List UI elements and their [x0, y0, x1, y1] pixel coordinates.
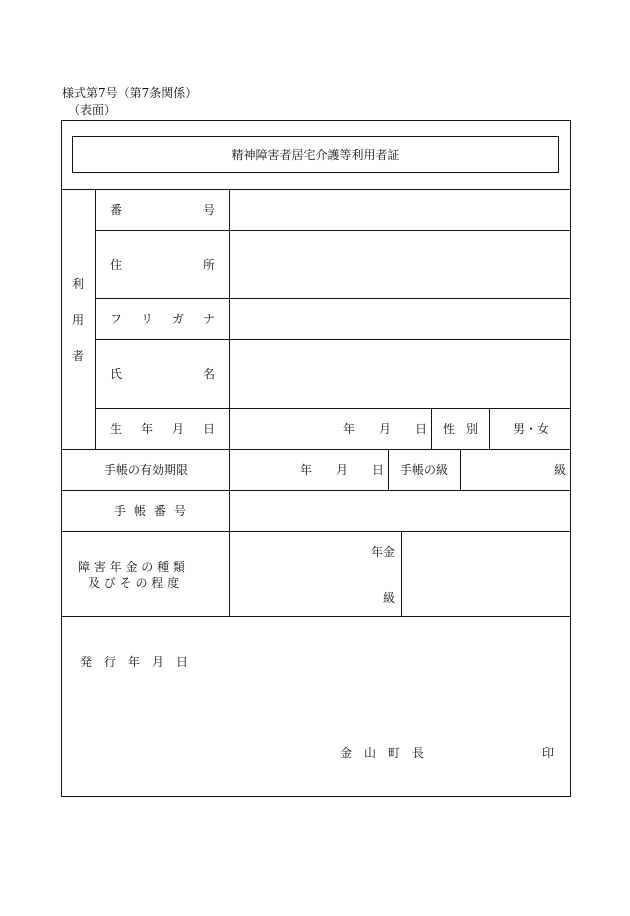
issue-date-char-3: 年: [128, 655, 141, 669]
form-frame: [61, 120, 571, 797]
user-label-char-1: 利: [72, 277, 85, 291]
rule-pension-divider: [401, 531, 402, 616]
validity-month-unit: 月: [336, 463, 349, 477]
notebook-number-char-4: 号: [174, 504, 187, 518]
rule-user-label-divider: [95, 189, 96, 449]
issue-date-char-1: 発: [80, 655, 93, 669]
notebook-number-char-3: 番: [154, 504, 167, 518]
address-label-char-1: 住: [110, 258, 123, 272]
validity-year-unit: 年: [300, 463, 313, 477]
user-label-char-2: 用: [72, 313, 85, 327]
rule-sex-label-right: [489, 408, 490, 449]
birthdate-month-unit: 月: [379, 422, 392, 436]
sex-label-char-2: 別: [466, 422, 479, 436]
name-label-char-1: 氏: [110, 367, 123, 381]
rule-furigana-bottom: [95, 339, 571, 340]
rule-address-bottom: [95, 298, 571, 299]
mayor-char-4: 長: [412, 746, 425, 760]
pension-grade-unit: 級: [383, 591, 396, 605]
validity-label: 手帳の有効期限: [104, 463, 189, 477]
furigana-label-char-2: リ: [141, 312, 154, 326]
birthdate-label-char-4: 日: [203, 422, 216, 436]
form-title: 精神障害者居宅介護等利用者証: [72, 136, 559, 173]
furigana-label-char-4: ナ: [203, 312, 216, 326]
rule-user-bottom: [61, 449, 571, 450]
sex-label-char-1: 性: [443, 422, 456, 436]
validity-day-unit: 日: [372, 463, 385, 477]
address-label-char-2: 所: [203, 258, 216, 272]
pension-unit: 年金: [371, 545, 396, 559]
rule-notebook-number-bottom: [61, 531, 571, 532]
furigana-label-char-3: ガ: [172, 312, 185, 326]
notebook-number-char-1: 手: [114, 504, 127, 518]
issue-date-char-5: 日: [176, 655, 189, 669]
number-label-char-2: 号: [203, 203, 216, 217]
birthdate-label-char-2: 年: [141, 422, 154, 436]
seal-mark: 印: [542, 746, 555, 760]
rule-sex-label-left: [431, 408, 432, 449]
rule-number-bottom: [95, 230, 571, 231]
furigana-label-char-1: フ: [110, 312, 123, 326]
issue-date-char-2: 行: [104, 655, 117, 669]
number-label-char-1: 番: [110, 203, 123, 217]
pension-label-line1: 障 害 年 金 の 種 類: [78, 560, 185, 574]
mayor-char-3: 町: [388, 746, 401, 760]
rule-label-value-divider: [229, 189, 230, 616]
form-side-label: （表面）: [68, 103, 117, 117]
grade-label: 手帳の級: [400, 463, 449, 477]
user-label-char-3: 者: [72, 349, 85, 363]
form-number: 様式第7号（第7条関係）: [62, 86, 198, 100]
name-label-char-2: 名: [203, 367, 216, 381]
birthdate-label-char-1: 生: [110, 422, 123, 436]
rule-title-bottom: [61, 189, 571, 190]
mayor-char-1: 金: [340, 746, 353, 760]
grade-unit: 級: [554, 463, 567, 477]
notebook-number-char-2: 帳: [134, 504, 147, 518]
issue-date-char-4: 月: [152, 655, 165, 669]
birthdate-label-char-3: 月: [172, 422, 185, 436]
birthdate-day-unit: 日: [415, 422, 428, 436]
sex-value: 男・女: [513, 422, 550, 436]
rule-grade-label-right: [460, 449, 461, 490]
rule-validity-bottom: [61, 490, 571, 491]
rule-name-bottom: [95, 408, 571, 409]
birthdate-year-unit: 年: [343, 422, 356, 436]
pension-label-line2: 及 び そ の 程 度: [88, 576, 180, 590]
rule-grade-label-left: [388, 449, 389, 490]
rule-pension-bottom: [61, 616, 571, 617]
mayor-char-2: 山: [364, 746, 377, 760]
